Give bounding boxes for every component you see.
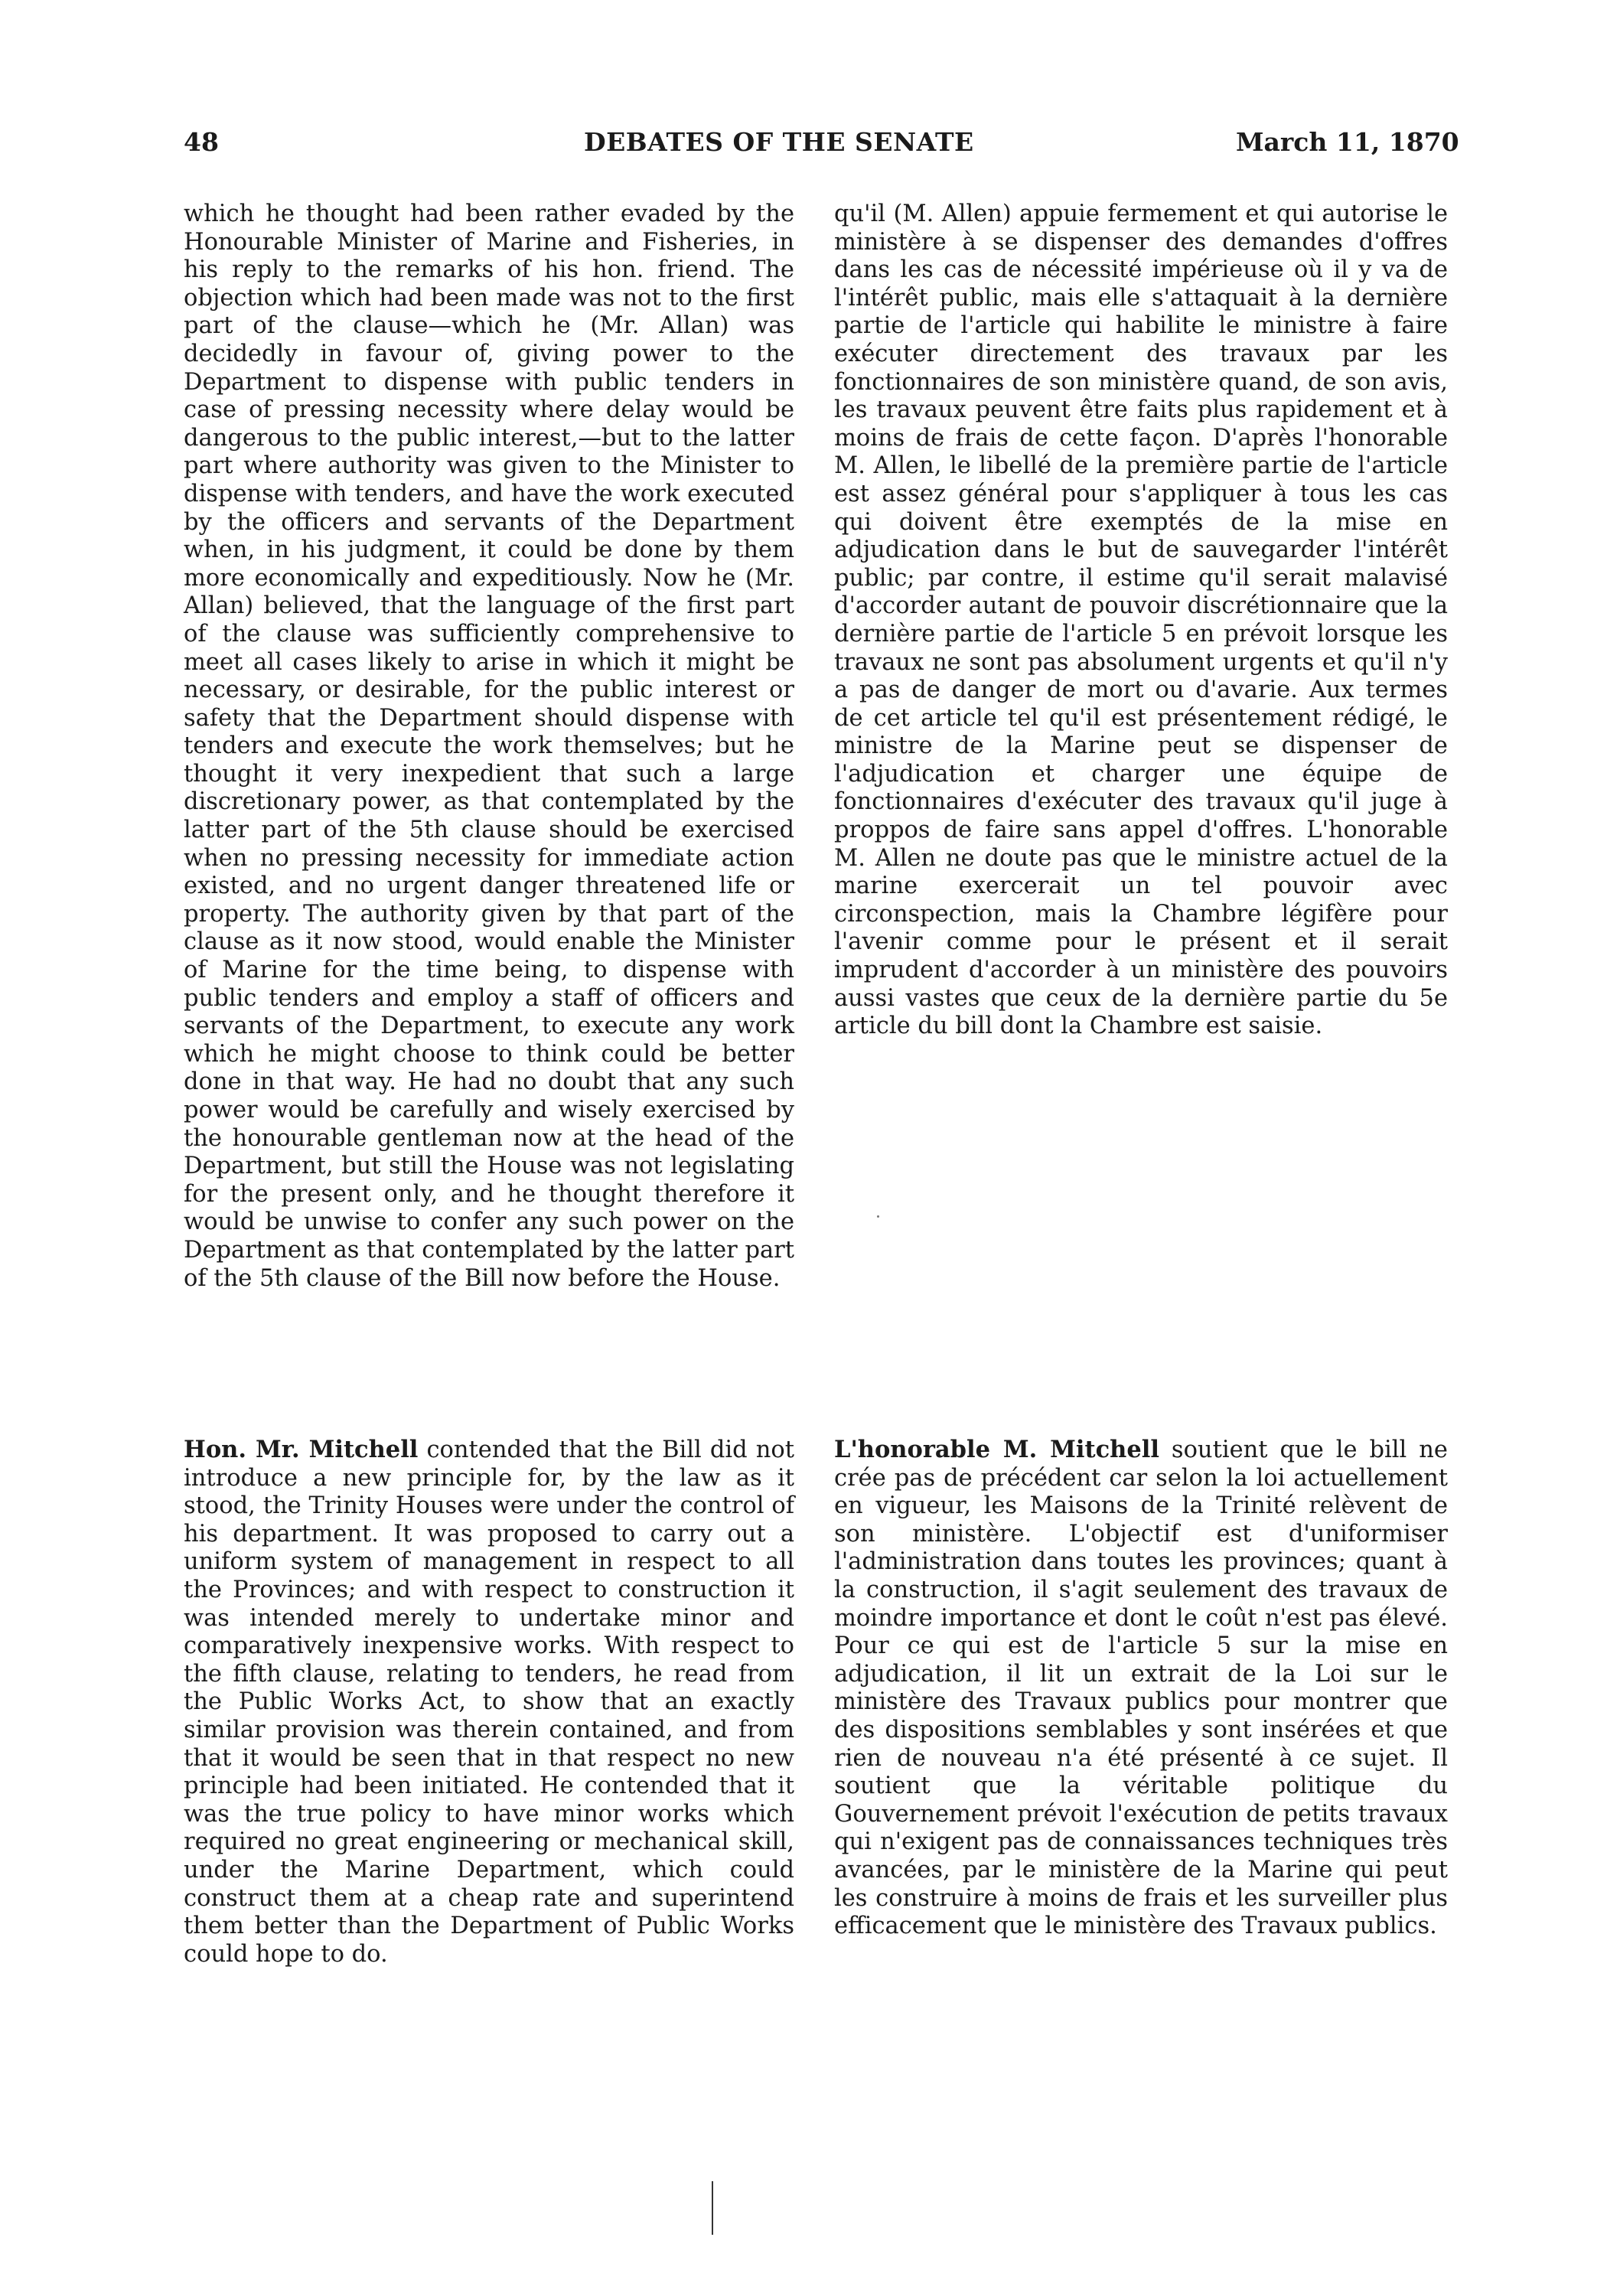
speech-text: contended that the Bill did not introduce a new principle for, by the law as it stood, the Trinity Houses were under the control of his department. It was proposed to carry out a uniform system of management in respect to all the Provinces; and with respect to construction it was intended merely to undertake minor and comparatively inexpensive works. With respect to the fifth clause, relating to tenders, he read from the Public Works Act, to show that an exactly similar provision was therein contained, and from that it would be seen that in that respect no new principle had been initiated. He contended that it was the true policy to have minor works which required no great engineering or mechanical skill, under the Marine Department, which could construct them at a cheap rate and superintend them better than the Department of Public Works could hope to do. <box>184 1437 794 1968</box>
column-divider-rule <box>712 2181 713 2235</box>
speaker-name-fr: L'honorable M. Mitchell <box>834 1436 1159 1463</box>
speaker-name: Hon. Mr. Mitchell <box>184 1436 419 1463</box>
running-title: DEBATES OF THE SENATE <box>584 127 974 157</box>
english-paragraph-allan: which he thought had been rather evaded by the Honourable Minister of Marine and Fisheries, in his reply to the remarks of his hon. friend. The objection which had been made was not to the first part of the clause—which he (Mr. Allan) was decidedly in favour of, giving power to the Department to dispense with public tenders in case of pressing necessity where delay would be dangerous to the public interest,—but to the latter part where authority was given to the Minister to dispense with tenders, and have the work executed by the officers and servants of the Department when, in his judgment, it could be done by them more economically and expeditiously. Now he (Mr. Allan) believed, that the language of the first part of the clause was sufficiently comprehensive to meet all cases likely to arise in which it might be necessary, or desirable, for the public interest or safety that the Department should dispense with tenders and execute the work themselves; but he thought it very inexpedient that such a large discretionary power, as that contemplated by the latter part of the 5th clause should be exercised when no pressing necessity for immediate action existed, and no urgent danger threatened life or property. The authority given by that part of the clause as it now stood, would enable the Minister of Marine for the time being, to dispense with public tenders and employ a staff of officers and servants of the Department, to execute any work which he might choose to think could be better done in that way. He had no doubt that any such power would be carefully and wisely exercised by the honourable gentleman now at the head of the Department, but still the House was not legislating for the present only, and he thought therefore it would be unwise to confer any such power on the Department as that contemplated by the latter part of the 5th clause of the Bill now before the House. <box>184 201 794 1292</box>
french-paragraph-allan: qu'il (M. Allen) appuie fermement et qui autorise le ministère à se dispenser des demandes d'offres dans les cas de nécessité impérieuse où il y va de l'intérêt public, mais elle s'attaquait à la dernière partie de l'article qui habilite le ministre à faire exécuter directement des travaux par les fonctionnaires de son ministère quand, de son avis, les travaux peuvent être faits plus rapidement et à moins de frais de cette façon. D'après l'honorable M. Allen, le libellé de la première partie de l'article est assez général pour s'appliquer à tous les cas qui doivent être exemptés de la mise en adjudication dans le but de sauvegarder l'intérêt public; par contre, il estime qu'il serait malavisé d'accorder autant de pouvoir discrétionnaire que la dernière partie de l'article 5 en prévoit lorsque les travaux ne sont pas absolument urgents et qu'il n'y a pas de danger de mort ou d'avarie. Aux termes de cet article tel qu'il est présentement rédigé, le ministre de la Marine peut se dispenser de l'adjudication et charger une équipe de fonctionnaires d'exécuter des travaux qu'il juge à proppos de faire sans appel d'offres. L'honorable M. Allen ne doute pas que le ministre actuel de la marine exercerait un tel pouvoir avec circonspection, mais la Chambre légifère pour l'avenir comme pour le présent et il serait imprudent d'accorder à un ministère des pouvoirs aussi vastes que ceux de la dernière partie du 5e article du bill dont la Chambre est saisie. <box>834 201 1448 1040</box>
scan-speck <box>877 1215 879 1218</box>
page-header <box>0 127 1607 165</box>
header-date: March 11, 1870 <box>1236 127 1459 157</box>
french-paragraph-mitchell <box>834 1436 1448 1941</box>
page-number: 48 <box>184 127 219 157</box>
speech-text-fr: soutient que le bill ne crée pas de précédent car selon la loi actuellement en vigueur, les Maisons de la Trinité relèvent de son ministère. L'objectif est d'uniformiser l'administration dans toutes les provinces; quant à la construction, il s'agit seulement des travaux de moindre importance et dont le coût n'est pas élevé. Pour ce qui est de l'article 5 sur la mise en adjudication, il lit un extrait de la Loi sur le ministère des Travaux publics pour montrer que des dispositions semblables y sont insérées et que rien de nouveau n'a été présenté à ce sujet. Il soutient que la véritable politique du Gouvernement prévoit l'exécution de petits travaux qui n'exigent pas de connaissances techniques très avancées, par le ministère de la Marine qui peut les construire à moins de frais et les surveiller plus efficacement que le ministère des Travaux publics. <box>834 1437 1448 1940</box>
english-paragraph-mitchell <box>184 1436 794 1968</box>
